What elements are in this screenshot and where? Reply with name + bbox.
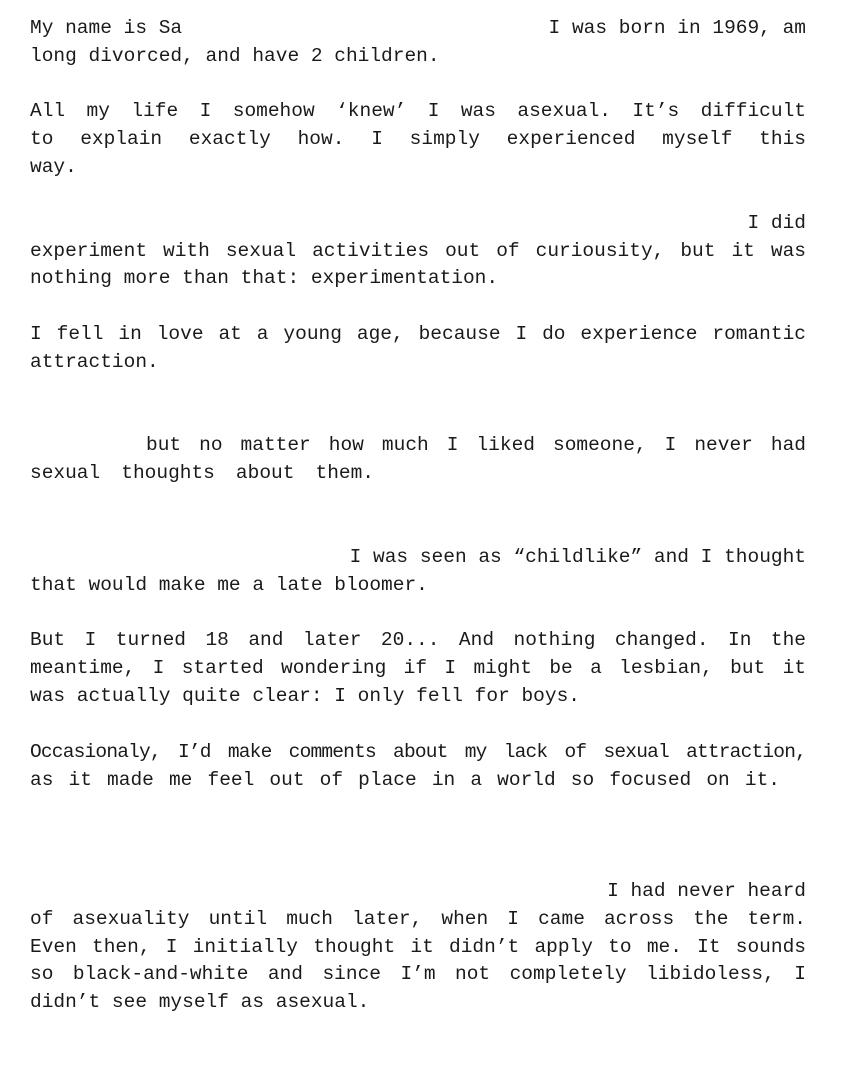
paragraph-8-line-2: as it made me feel out of place in a world so focused on it. (30, 769, 780, 791)
paragraph-9-line-1: I had never heard (607, 880, 806, 902)
paragraph-2-line-1: All my life I somehow ‘knew’ I was asexual. It’s difficult (30, 100, 806, 122)
paragraph-5-line-2: sexual thoughts about them. (30, 462, 374, 484)
paragraph-2-line-2: to explain exactly how. I simply experienced myself this (30, 128, 806, 150)
paragraph-2-line-3: way. (30, 156, 77, 178)
paragraph-3-line-2: experiment with sexual activities out of curiousity, but it was (30, 240, 806, 262)
paragraph-3-line-1: I did (747, 212, 806, 234)
paragraph-9-line-4: so black-and-white and since I’m not completely libidoless, I (30, 963, 806, 985)
birth-year-text: I was born in 1969, am (548, 17, 806, 39)
paragraph-7-line-1: But I turned 18 and later 20... And nothing changed. In the (30, 629, 806, 651)
paragraph-6-line-1: I was seen as “childlike” and I thought (349, 546, 806, 568)
paragraph-6-line-2: that would make me a late bloomer. (30, 574, 428, 596)
paragraph-4-line-2: attraction. (30, 351, 159, 373)
paragraph-7-line-3: was actually quite clear: I only fell for boys. (30, 685, 580, 707)
name-intro-text: My name is Sa (30, 17, 183, 39)
paragraph-7-line-2: meantime, I started wondering if I might be a lesbian, but it (30, 657, 806, 679)
paragraph-4-line-1: I fell in love at a young age, because I do experience romantic (30, 323, 806, 345)
paragraph-8-line-1: Occasionaly, I’d make comments about my lack of sexual attraction, (30, 741, 806, 763)
paragraph-5-line-1: but no matter how much I liked someone, I never had (146, 434, 806, 456)
paragraph-9-line-2: of asexuality until much later, when I came across the term. (30, 908, 806, 930)
paragraph-1-line-1 (30, 14, 806, 42)
paragraph-9-line-3: Even then, I initially thought it didn’t apply to me. It sounds (30, 936, 806, 958)
paragraph-9-line-5: didn’t see myself as asexual. (30, 991, 370, 1013)
paragraph-1-line-2: long divorced, and have 2 children. (30, 45, 440, 67)
paragraph-3-line-3: nothing more than that: experimentation. (30, 267, 499, 289)
